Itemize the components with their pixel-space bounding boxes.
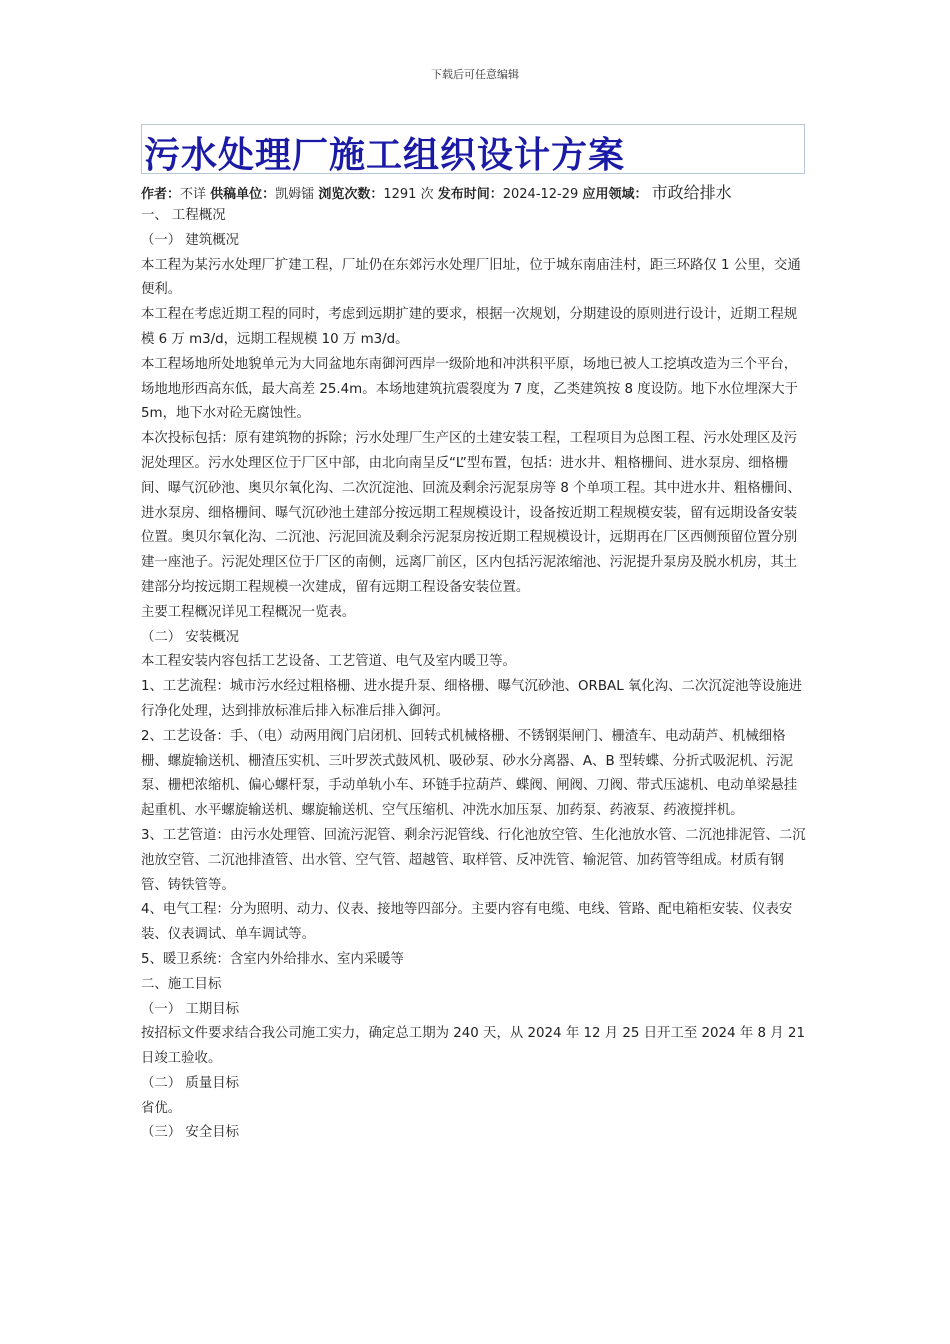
paragraph: 本工程安装内容包括工艺设备、工艺管道、电气及室内暖卫等。 <box>141 654 516 670</box>
views-label: 浏览次数： <box>318 187 384 202</box>
source-label: 供稿单位： <box>210 187 276 202</box>
paragraph: 5、暖卫系统：含室内外给排水、室内采暖等 <box>141 951 404 967</box>
page-title: 污水处理厂施工组织设计方案 <box>144 134 626 176</box>
paragraph: 3、工艺管道：由污水处理管、回流污泥管、剩余污泥管线、行化池放空管、生化池放水管、二沉池排泥管、二沉池放空管、二沉池排渣管、出水管、空气管、超越管、取样管、反冲洗管、输泥管、加药管等组成。材质有钢管、铸铁管等。 <box>141 827 806 893</box>
paragraph: 本工程场地所处地貌单元为大同盆地东南御河西岸一级阶地和冲洪积平原，场地已被人工挖填改造为三个平台，场地地形西高东低，最大高差 25.4m。本场地建筑抗震裂度为 7 度，乙类建筑按 8 度设防。地下水位埋深大于 5m，地下水对砼无腐蚀性。 <box>141 356 798 422</box>
paragraph: 1、工艺流程：城市污水经过粗格栅、进水提升泵、细格栅、曝气沉砂池、ORBAL 氧化沟、二次沉淀池等设施进行净化处理，达到排放标准后排入标准后排入御河。 <box>141 679 803 719</box>
article-meta <box>141 180 821 203</box>
paragraph: 2、工艺设备：手、（电）动两用阀门启闭机、回转式机械格栅、不锈钢渠闸门、栅渣车、电动葫芦、机械细格栅、螺旋输送机、栅渣压实机、三叶罗茨式鼓风机、吸砂泵、砂水分离器、A、B 型转蝶、分折式吸泥机、污泥泵、栅杷浓缩机、偏心螺杆泵，手动单轨小车、环链手拉葫芦、蝶阀、闸阀、刀阀、带式压滤机、电动单梁悬挂起重机、水平螺旋输送机、螺旋输送机、空气压缩机、冲洗水加压泵、加药泵、药液泵、药液搅拌机。 <box>141 728 798 819</box>
header-note: 下载后可任意编辑 <box>431 68 519 81</box>
paragraph: 本工程在考虑近期工程的同时，考虑到远期扩建的要求，根据一次规划，分期建设的原则进行设计，近期工程规模 6 万 m3/d，远期工程规模 10 万 m3/d。 <box>141 307 798 347</box>
paragraph: 本工程为某污水处理厂扩建工程，厂址仍在东郊污水处理厂旧址，位于城东南庙洼村，距三环路仅 1 公里，交通便利。 <box>141 257 801 298</box>
date-value: 2024-12-29 <box>502 187 579 202</box>
paragraph: （二） 安装概况 <box>141 629 239 645</box>
paragraph: 按招标文件要求结合我公司施工实力，确定总工期为 240 天，从 2024 年 12 月 25 日开工至 2024 年 8 月 21 日竣工验收。 <box>141 1026 805 1067</box>
paragraph: （二） 质量目标 <box>141 1075 239 1091</box>
date-label: 发布时间： <box>437 187 503 202</box>
field-label: 应用领域： <box>582 187 648 202</box>
title-box <box>141 124 805 174</box>
views-value: 1291 次 <box>383 187 434 202</box>
field-value: 市政给排水 <box>651 183 732 202</box>
paragraph: 本次投标包括：原有建筑物的拆除；污水处理厂生产区的土建安装工程，工程项目为总图工程、污水处理区及污泥处理区。污水处理区位于厂区中部，由北向南呈反“L”型布置，包括：进水井、粗格栅间、进水泵房、细格栅间、曝气沉砂池、奥贝尔氧化沟、二次沉淀池、回流及剩余污泥泵房等 8 个单项工程。其中进水井、粗格栅间、进水泵房、细格栅间、曝气沉砂池土建部分按远期工程规模设计，设备按近期工程规模安装，留有远期设备安装位置。奥贝尔氧化沟、二沉池、污泥回流及剩余污泥泵房按近期工程规模设计，远期再在厂区西侧预留位置分别建一座池子。污泥处理区位于厂区的南侧，远离厂前区，区内包括污泥浓缩池、污泥提升泵房及脱水机房，其土建部分均按远期工程规模一次建成，留有远期工程设备安装位置。 <box>141 431 801 595</box>
source-value: 凯姆镭 <box>275 187 315 202</box>
paragraph: （一） 工期目标 <box>141 1001 239 1017</box>
paragraph: 省优。 <box>141 1100 182 1116</box>
article-body <box>141 204 807 1146</box>
paragraph: 二、施工目标 <box>141 976 222 992</box>
author-value: 不详 <box>180 187 207 202</box>
paragraph: （一） 建筑概况 <box>141 232 239 248</box>
paragraph: 主要工程概况详见工程概况一览表。 <box>141 604 356 620</box>
paragraph: 一、 工程概况 <box>141 208 226 223</box>
paragraph: （三） 安全目标 <box>141 1125 239 1141</box>
paragraph: 4、电气工程：分为照明、动力、仪表、接地等四部分。主要内容有电缆、电线、管路、配电箱柜安装、仪表安装、仪表调试、单车调试等。 <box>141 902 793 943</box>
author-label: 作者： <box>141 187 181 202</box>
